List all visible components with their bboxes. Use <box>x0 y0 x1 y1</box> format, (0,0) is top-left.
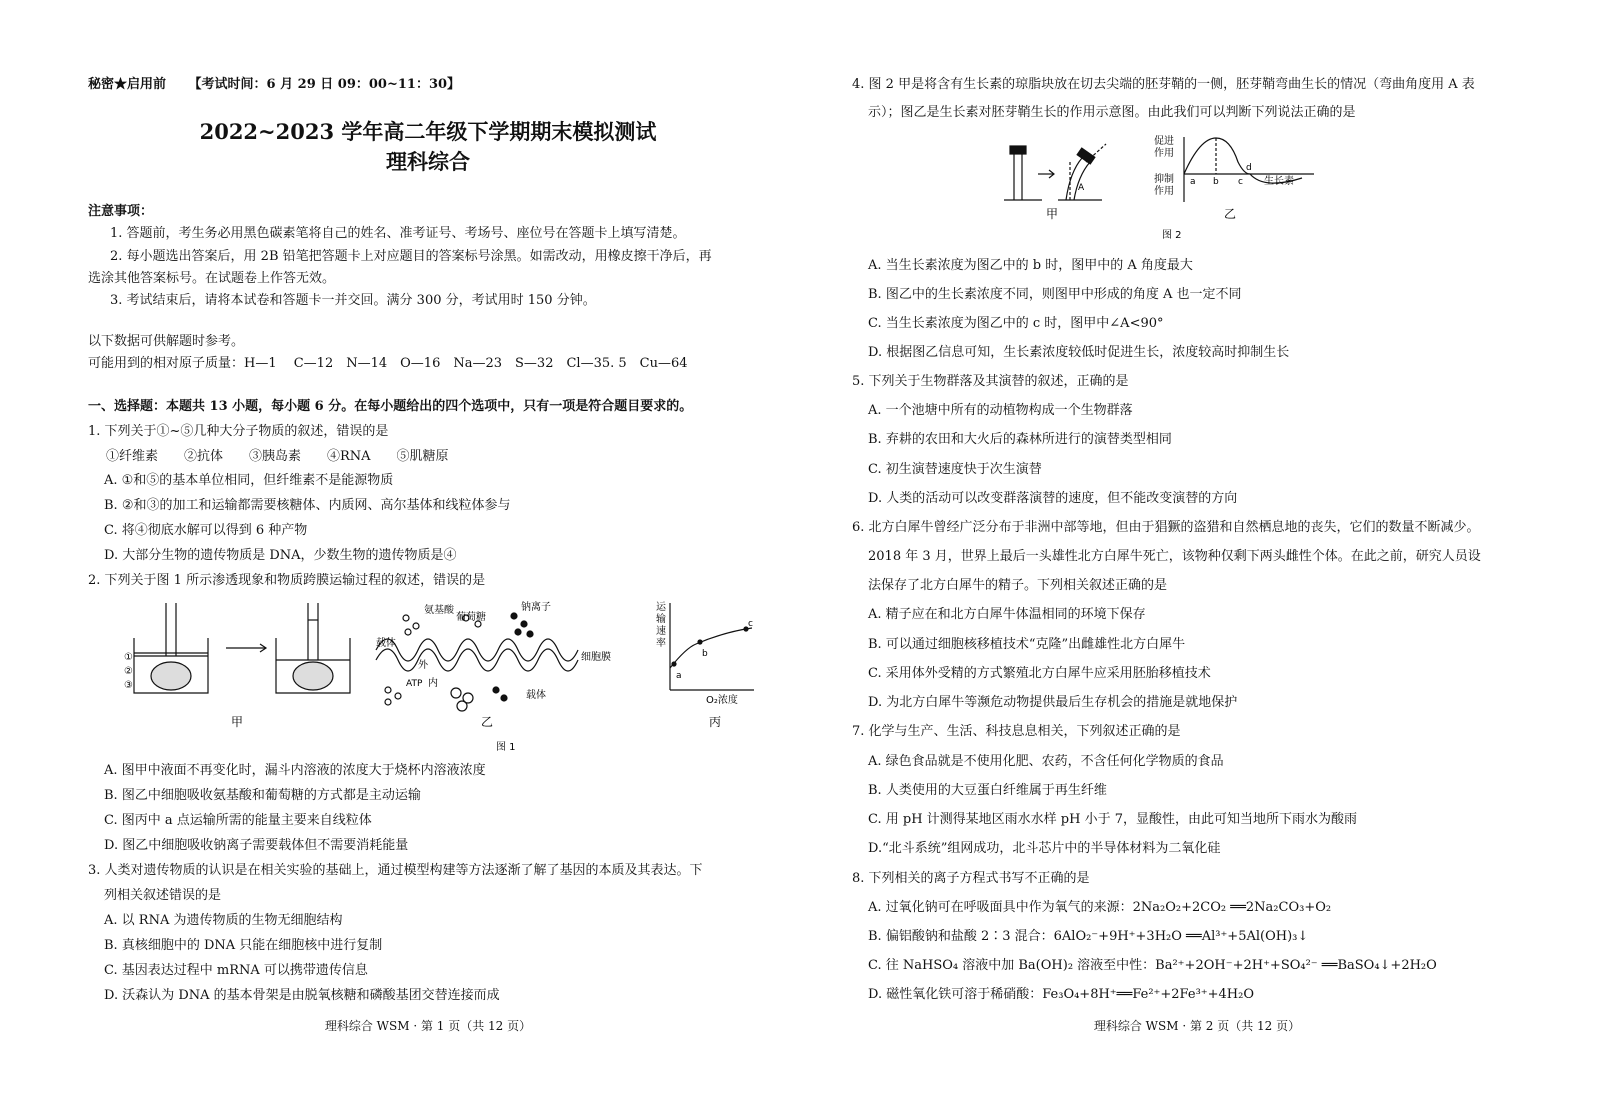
q7-option-c: C. 用 pH 计测得某地区雨水水样 pH 小于 7，显酸性，由此可知当地所下雨水为酸雨 <box>868 812 1357 827</box>
q2-option-a: A. 图甲中液面不再变化时，漏斗内溶液的浓度大于烧杯内溶液浓度 <box>104 763 486 778</box>
notice-heading: 注意事项： <box>88 204 154 219</box>
label-2: ② <box>124 666 133 677</box>
footer-left: 理科综合 WSM · 第 1 页（共 12 页） <box>324 1019 532 1033</box>
q3-option-b: B. 真核细胞中的 DNA 只能在细胞核中进行复制 <box>104 938 383 953</box>
point-d: d <box>1246 163 1252 173</box>
secret-mark: 秘密★启用前 <box>88 77 167 92</box>
label-inhibit-2: 作用 <box>1154 186 1174 197</box>
figure-1 <box>126 598 756 758</box>
notice-item: 2. 每小题选出答案后，用 2B 铅笔把答题卡上对应题目的答案标号涂黑。如需改动，用橡皮擦干净后，再 <box>110 249 712 264</box>
q4-option-c: C. 当生长素浓度为图乙中的 c 时，图甲中∠A<90° <box>868 316 1164 331</box>
label-rate-1: 运 <box>656 602 666 613</box>
figure-2-jia-label: 甲 <box>1046 207 1059 221</box>
label-jia: 甲 <box>231 715 244 729</box>
point-b: b <box>702 649 708 659</box>
label-yi: 乙 <box>481 715 494 729</box>
q3-option-d: D. 沃森认为 DNA 的基本骨架是由脱氧核糖和磷酸基团交替连接而成 <box>104 988 500 1003</box>
q4-stem-1: 4. 图 2 甲是将含有生长素的琼脂块放在切去尖端的胚芽鞘的一侧，胚芽鞘弯曲生长的情况（弯曲角度用 A 表 <box>852 77 1475 92</box>
angle-a-label: A <box>1078 183 1085 193</box>
figure-1-caption: 图 1 <box>496 742 516 753</box>
exam-title: 2022~2023 学年高二年级下学期期末模拟测试 <box>199 119 657 144</box>
label-atp: ATP <box>406 679 423 689</box>
point-c: c <box>1238 177 1243 187</box>
q5-stem: 5. 下列关于生物群落及其演替的叙述，正确的是 <box>852 374 1129 389</box>
q7-option-b: B. 人类使用的大豆蛋白纤维属于再生纤维 <box>868 783 1107 798</box>
q6-stem-1: 6. 北方白犀牛曾经广泛分布于非洲中部等地，但由于猖獗的盗猎和自然栖息地的丧失，它们的数量不断减少。 <box>852 520 1480 535</box>
q6-option-c: C. 采用体外受精的方式繁殖北方白犀牛应采用胚胎移植技术 <box>868 666 1211 681</box>
header-line <box>88 76 460 94</box>
label-bing: 丙 <box>709 715 722 729</box>
label-amino-acid: 氨基酸 <box>424 605 454 616</box>
label-carrier-2: 载体 <box>526 690 546 701</box>
figure-1-jia <box>134 603 350 693</box>
section-heading: 一、选择题：本题共 13 小题，每小题 6 分。在每小题给出的四个选项中，只有一项是符合题目要求的。 <box>88 399 693 414</box>
q5-option-b: B. 弃耕的农田和大火后的森林所进行的演替类型相同 <box>868 432 1172 447</box>
q7-stem: 7. 化学与生产、生活、科技息息相关，下列叙述正确的是 <box>852 724 1181 739</box>
q2-option-b: B. 图乙中细胞吸收氨基酸和葡萄糖的方式都是主动运输 <box>104 788 421 803</box>
label-promote: 促进 <box>1154 136 1174 147</box>
q8-stem: 8. 下列相关的离子方程式书写不正确的是 <box>852 871 1090 886</box>
atomic-mass-line: 可能用到的相对原子质量：H—1 C—12 N—14 O—16 Na—23 S—32 Cl—35. 5 Cu—64 <box>88 356 688 371</box>
q8-option-d: D. 磁性氧化铁可溶于稀硝酸：Fe₃O₄+8H⁺══Fe²⁺+2Fe³⁺+4H₂O <box>868 987 1255 1002</box>
q8-option-a: A. 过氧化钠可在呼吸面具中作为氧气的来源：2Na₂O₂+2CO₂ ══2Na₂CO₃+O₂ <box>868 900 1332 915</box>
q2-option-d: D. 图乙中细胞吸收钠离子需要载体但不需要消耗能量 <box>104 838 409 853</box>
q6-stem-2: 2018 年 3 月，世界上最后一头雄性北方白犀牛死亡，该物种仅剩下两头雌性个体。在此之前，研究人员设 <box>868 549 1481 564</box>
label-rate-2: 输 <box>656 614 666 625</box>
point-a: a <box>676 671 682 681</box>
q6-stem-3: 法保存了北方白犀牛的精子。下列相关叙述正确的是 <box>868 578 1168 593</box>
label-rate-3: 速 <box>656 626 666 637</box>
subject-title: 理科综合 <box>386 149 470 174</box>
label-sodium: 钠离子 <box>521 602 551 613</box>
exam-time: 【考试时间：6 月 29 日 09：00~11：30】 <box>188 77 461 92</box>
q6-option-a: A. 精子应在和北方白犀牛体温相同的环境下保存 <box>868 607 1146 622</box>
label-3: ③ <box>124 680 133 691</box>
label-carrier-1: 载体 <box>376 638 396 649</box>
label-inside: 内 <box>428 678 438 689</box>
q1-option-a: A. ①和⑤的基本单位相同，但纤维素不是能源物质 <box>104 473 394 488</box>
q5-option-c: C. 初生演替速度快于次生演替 <box>868 462 1042 477</box>
q3-stem-2: 列相关叙述错误的是 <box>104 888 222 903</box>
label-membrane: 细胞膜 <box>581 652 611 663</box>
q3-stem-1: 3. 人类对遗传物质的认识是在相关实验的基础上，通过模型构建等方法逐渐了解了基因的本质及其表达。下 <box>88 863 703 878</box>
q7-option-a: A. 绿色食品就是不使用化肥、农药，不含任何化学物质的食品 <box>868 754 1224 769</box>
point-c: c <box>748 619 753 629</box>
reference-line: 以下数据可供解题时参考。 <box>88 334 245 349</box>
label-promote-2: 作用 <box>1154 148 1174 159</box>
figure-1-bing <box>670 603 754 690</box>
footer-right: 理科综合 WSM · 第 2 页（共 12 页） <box>1093 1019 1301 1033</box>
figure-2-jia <box>1004 144 1106 200</box>
q5-option-d: D. 人类的活动可以改变群落演替的速度，但不能改变演替的方向 <box>868 491 1238 506</box>
q3-option-c: C. 基因表达过程中 mRNA 可以携带遗传信息 <box>104 963 368 978</box>
notice-item: 1. 答题前，考生务必用黑色碳素笔将自己的姓名、准考证号、考场号、座位号在答题卡上填写清楚。 <box>110 226 686 241</box>
label-rate-4: 率 <box>656 638 666 649</box>
q6-option-b: B. 可以通过细胞核移植技术“克隆”出雌雄性北方白犀牛 <box>868 637 1186 652</box>
q7-option-d: D.“北斗系统”组网成功，北斗芯片中的半导体材料为二氧化硅 <box>868 841 1221 856</box>
label-outside: 外 <box>418 660 428 671</box>
q2-option-c: C. 图丙中 a 点运输所需的能量主要来自线粒体 <box>104 813 372 828</box>
figure-1-yi <box>376 613 578 711</box>
label-1: ① <box>124 652 133 663</box>
q1-stem: 1. 下列关于①~⑤几种大分子物质的叙述，错误的是 <box>88 424 389 439</box>
point-b: b <box>1213 177 1219 187</box>
label-auxin: 生长素 <box>1264 176 1294 187</box>
figure-2-caption: 图 2 <box>1162 230 1182 241</box>
label-inhibit: 抑制 <box>1154 174 1174 185</box>
q8-option-b: B. 偏铝酸钠和盐酸 2∶3 混合：6AlO₂⁻+9H⁺+3H₂O ══Al³⁺+5Al(OH)₃↓ <box>868 929 1309 944</box>
q4-stem-2: 示）；图乙是生长素对胚芽鞘生长的作用示意图。由此我们可以判断下列说法正确的是 <box>868 105 1356 120</box>
q8-option-c: C. 往 NaHSO₄ 溶液中加 Ba(OH)₂ 溶液至中性：Ba²⁺+2OH⁻+2H⁺+SO₄²⁻ ══BaSO₄↓+2H₂O <box>868 958 1437 973</box>
q2-stem: 2. 下列关于图 1 所示渗透现象和物质跨膜运输过程的叙述，错误的是 <box>88 573 486 588</box>
notice-item: 3. 考试结束后，请将本试卷和答题卡一并交回。满分 300 分，考试用时 150 分钟。 <box>110 293 596 308</box>
q4-option-b: B. 图乙中的生长素浓度不同，则图甲中形成的角度 A 也一定不同 <box>868 287 1242 302</box>
q4-option-d: D. 根据图乙信息可知，生长素浓度较低时促进生长，浓度较高时抑制生长 <box>868 345 1290 360</box>
q3-option-a: A. 以 RNA 为遗传物质的生物无细胞结构 <box>104 913 343 928</box>
q6-option-d: D. 为北方白犀牛等濒危动物提供最后生存机会的措施是就地保护 <box>868 695 1238 710</box>
q5-option-a: A. 一个池塘中所有的动植物构成一个生物群落 <box>868 403 1133 418</box>
label-glucose: 葡萄糖 <box>456 612 486 623</box>
q1-option-c: C. 将④彻底水解可以得到 6 种产物 <box>104 523 308 538</box>
q1-items: ①纤维素 ②抗体 ③胰岛素 ④RNA ⑤肌糖原 <box>106 449 449 464</box>
figure-2-yi-label: 乙 <box>1224 207 1237 221</box>
q4-option-a: A. 当生长素浓度为图乙中的 b 时，图甲中的 A 角度最大 <box>868 258 1193 273</box>
point-a: a <box>1190 177 1196 187</box>
label-o2: O₂浓度 <box>706 695 738 706</box>
figure-2 <box>1002 132 1402 242</box>
q1-option-b: B. ②和③的加工和运输都需要核糖体、内质网、高尔基体和线粒体参与 <box>104 498 511 513</box>
q1-option-d: D. 大部分生物的遗传物质是 DNA，少数生物的遗传物质是④ <box>104 548 457 563</box>
notice-item: 选涂其他答案标号。在试题卷上作答无效。 <box>88 271 336 286</box>
